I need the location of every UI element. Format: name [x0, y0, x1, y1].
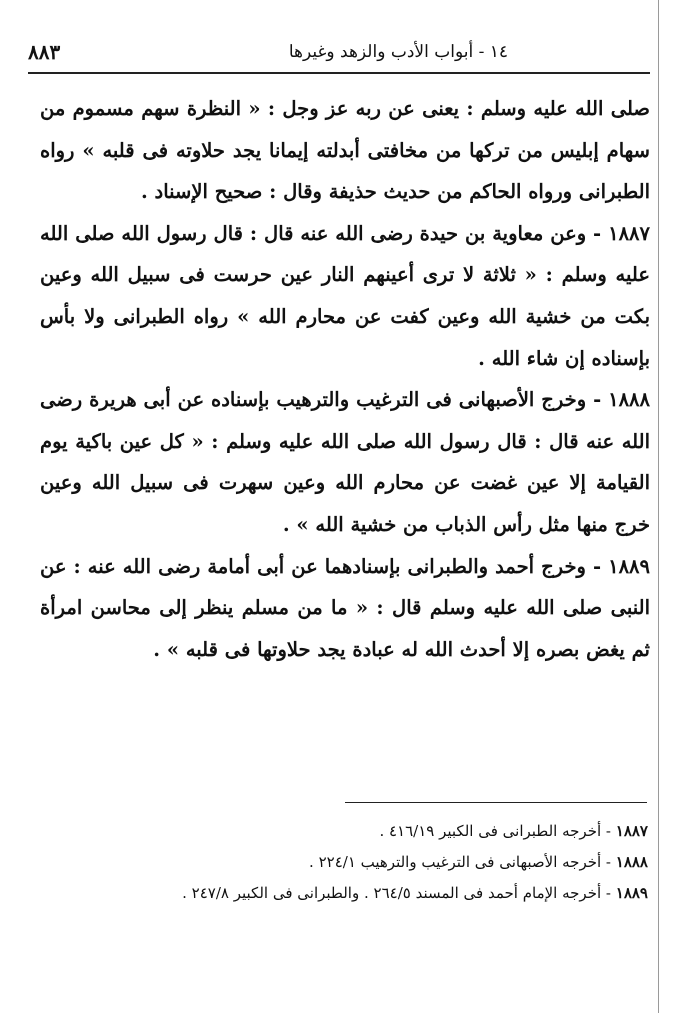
footnotes: [40, 816, 648, 909]
page-edge-line: [658, 0, 659, 1013]
hadith-1888-text: وخرج الأصبهانى فى الترغيب والترهيب بإسناده عن أبى هريرة رضى الله عنه قال : قال رسول الله صلى الله عليه وسلم : « كل عين باكية يوم القيامة إلا عين غضت عن محارم الله وعين سهرت فى سبيل الله وعين خرج منها مثل رأس الذباب من خشية الله » .: [40, 388, 650, 536]
footnote-text: أخرجه الأصبهانى فى الترغيب والترهيب ٢٢٤/١ .: [309, 853, 602, 871]
paragraph-1-text: صلى الله عليه وسلم : يعنى عن ربه عز وجل : « النظرة سهم مسموم من سهام إبليس من تركها من مخافتى أبدلته إيمانا يجد حلاوته فى قلبه » رواه الطبرانى ورواه الحاكم من حديث حذيفة وقال : صحيح الإسناد .: [40, 97, 650, 204]
running-header: [28, 32, 648, 72]
footnote-rule: [345, 802, 647, 803]
hadith-1889-text: وخرج أحمد والطبرانى بإسنادهما عن أبى أمامة رضى الله عنه : عن النبى صلى الله عليه وسلم قال : « ما من مسلم ينظر إلى محاسن امرأة ثم يغض بصره إلا أحدث الله له عبادة يجد حلاوتها فى قلبه » .: [40, 554, 650, 661]
hadith-1887: [40, 213, 650, 379]
hadith-1889: [40, 546, 650, 671]
paragraph-1: [40, 88, 650, 213]
page-number: ٨٨٣: [28, 40, 61, 64]
chapter-title: ١٤ - أبواب الأدب والزهد وغيرها: [288, 42, 508, 62]
footnote-number: ١٨٨٧: [615, 822, 648, 840]
dash: -: [586, 221, 609, 245]
hadith-1888: [40, 379, 650, 545]
dash: -: [586, 388, 609, 412]
hadith-number-1889: ١٨٨٩: [608, 554, 651, 578]
footnote-1889: [40, 878, 648, 909]
dash: -: [601, 822, 616, 840]
footnote-number: ١٨٨٩: [615, 884, 648, 902]
footnote-text: أخرجه الإمام أحمد فى المسند ٢٦٤/٥ . والطبرانى فى الكبير ٢٤٧/٨ .: [182, 884, 602, 902]
dash: -: [601, 884, 616, 902]
footnote-text: أخرجه الطبرانى فى الكبير ٤١٦/١٩ .: [379, 822, 602, 840]
footnote-1887: [40, 816, 648, 847]
dash: -: [601, 853, 616, 871]
footnote-number: ١٨٨٨: [615, 853, 648, 871]
hadith-1887-text: وعن معاوية بن حيدة رضى الله عنه قال : قال رسول الله صلى الله عليه وسلم : « ثلاثة لا ترى أعينهم النار عين حرست فى سبيل الله وعين بكت من خشية الله وعين كفت عن محارم الله » رواه الطبرانى ولا بأس بإسناده إن شاء الله .: [40, 221, 650, 370]
footnote-1888: [40, 847, 648, 878]
hadith-number-1887: ١٨٨٧: [608, 221, 650, 245]
hadith-number-1888: ١٨٨٨: [608, 388, 651, 412]
main-text: [40, 88, 650, 670]
header-rule: [28, 72, 650, 74]
dash: -: [585, 554, 609, 578]
